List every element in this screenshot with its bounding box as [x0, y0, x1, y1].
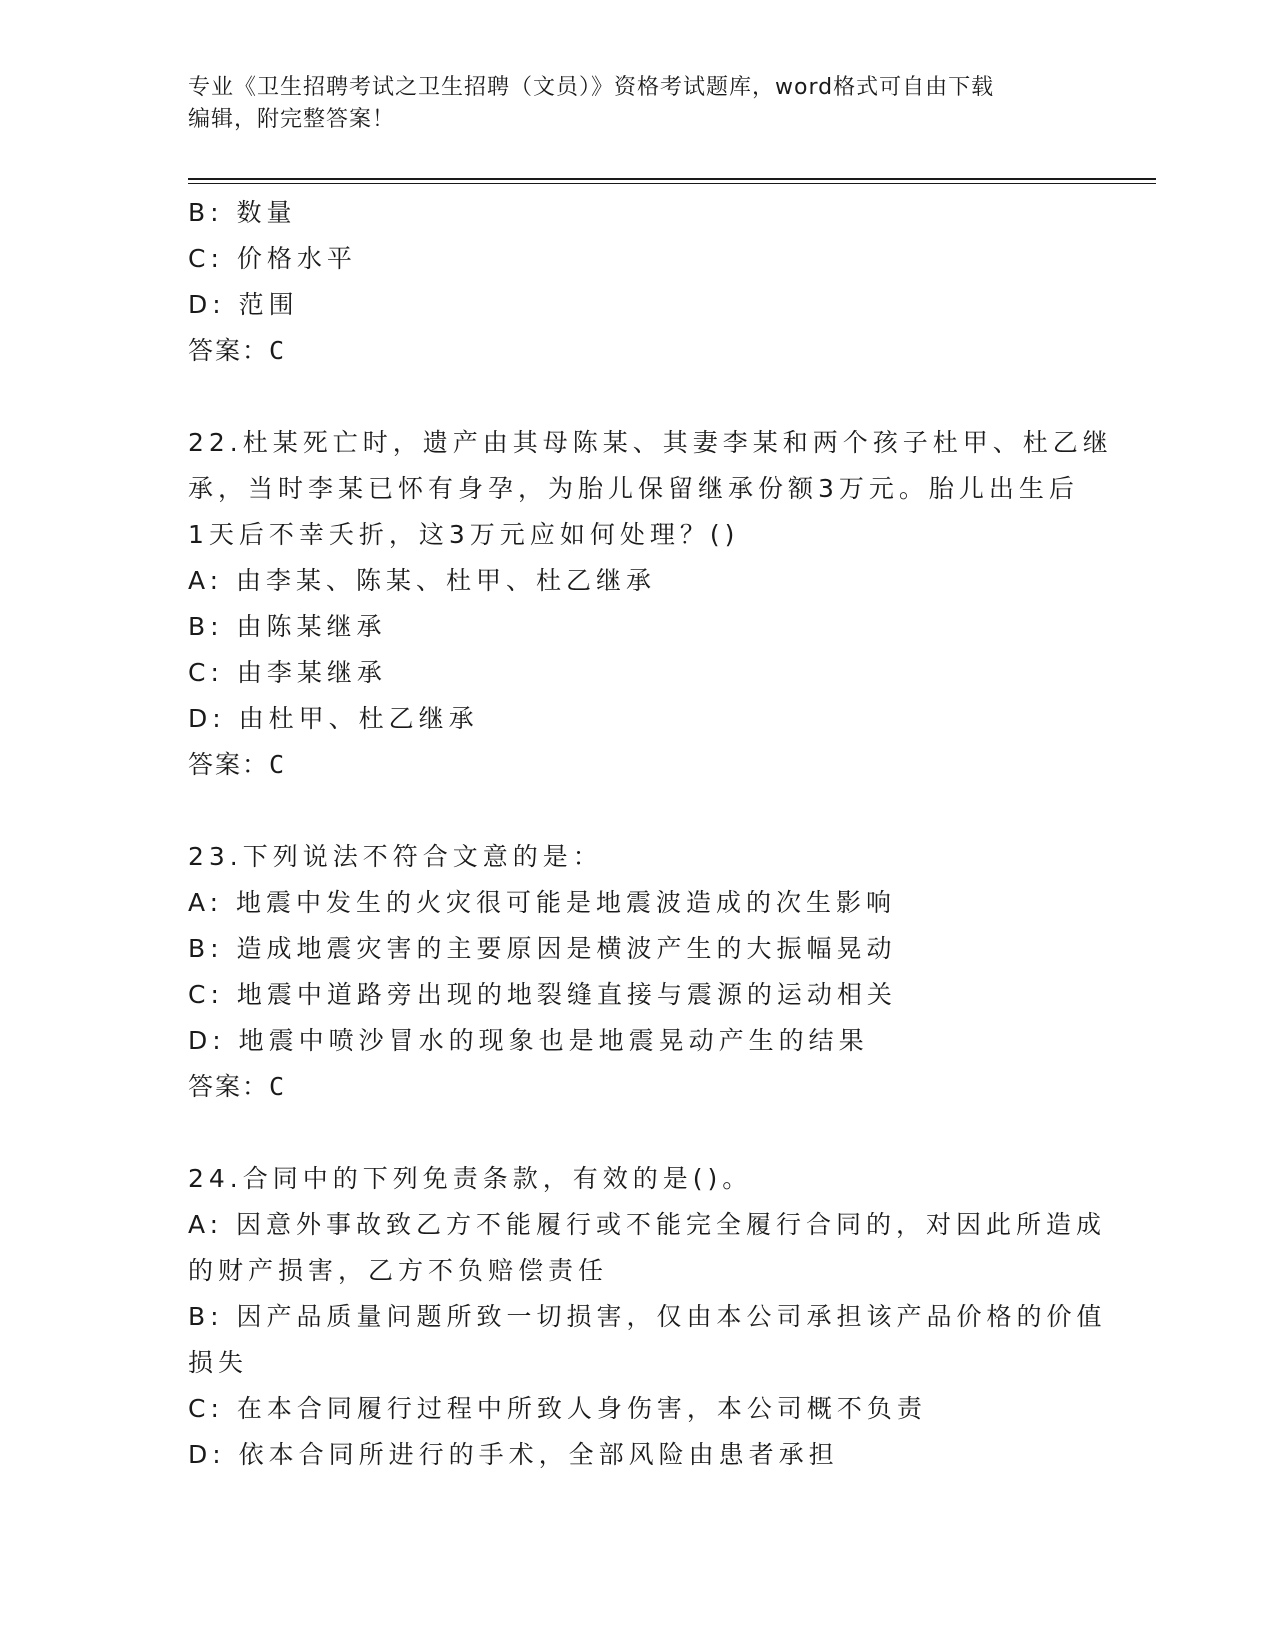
option-d: D: 范围 [188, 290, 299, 319]
answer-line: 答案：C [188, 336, 287, 365]
spacer [188, 374, 1088, 420]
option-c: C: 在本合同履行过程中所致人身伤害，本公司概不负责 [188, 1394, 927, 1423]
header-line-1: 专业《卫生招聘考试之卫生招聘（文员）》资格考试题库，word格式可自由下载 [188, 75, 995, 100]
answer-line: 答案：C [188, 750, 287, 779]
answer-line: 答案：C [188, 1072, 287, 1101]
option-d: D: 地震中喷沙冒水的现象也是地震晃动产生的结果 [188, 1026, 869, 1055]
option-b: B: 数量 [188, 198, 297, 227]
header-rule-thin [188, 183, 1156, 184]
question-stem-line: 1天后不幸夭折，这3万元应如何处理？() [188, 520, 740, 549]
option-d: D: 依本合同所进行的手术，全部风险由患者承担 [188, 1440, 839, 1469]
question-stem-line: 承，当时李某已怀有身孕，为胎儿保留继承份额3万元。胎儿出生后 [188, 474, 1079, 503]
question-stem-line: 22.杜某死亡时，遗产由其母陈某、其妻李某和两个孩子杜甲、杜乙继 [188, 428, 1113, 457]
option-c: C: 地震中道路旁出现的地裂缝直接与震源的运动相关 [188, 980, 897, 1009]
spacer [188, 788, 1088, 834]
header-rule-thick [188, 178, 1156, 180]
spacer [188, 1110, 1088, 1156]
option-b: B: 因产品质量问题所致一切损害，仅由本公司承担该产品价格的价值 [188, 1302, 1107, 1331]
question-24 [188, 1156, 1107, 1478]
header-line-2: 编辑，附完整答案！ [188, 107, 396, 132]
option-a: A: 因意外事故致乙方不能履行或不能完全履行合同的，对因此所造成 [188, 1210, 1107, 1239]
question-23 [188, 834, 1088, 1110]
question-22 [188, 420, 1113, 788]
option-c: C: 由李某继承 [188, 658, 387, 687]
question-21-tail [188, 190, 1088, 374]
option-a: A: 由李某、陈某、杜甲、杜乙继承 [188, 566, 657, 595]
page-header [188, 72, 1088, 136]
option-b: B: 由陈某继承 [188, 612, 387, 641]
option-c: C: 价格水平 [188, 244, 357, 273]
option-a-continued: 的财产损害，乙方不负赔偿责任 [188, 1256, 609, 1285]
option-d: D: 由杜甲、杜乙继承 [188, 704, 479, 733]
question-stem-line: 24.合同中的下列免责条款，有效的是()。 [188, 1164, 753, 1193]
question-stem-line: 23.下列说法不符合文意的是： [188, 842, 603, 871]
question-content [188, 190, 1113, 1478]
option-b: B: 造成地震灾害的主要原因是横波产生的大振幅晃动 [188, 934, 897, 963]
option-b-continued: 损失 [188, 1348, 249, 1377]
option-a: A: 地震中发生的火灾很可能是地震波造成的次生影响 [188, 888, 897, 917]
